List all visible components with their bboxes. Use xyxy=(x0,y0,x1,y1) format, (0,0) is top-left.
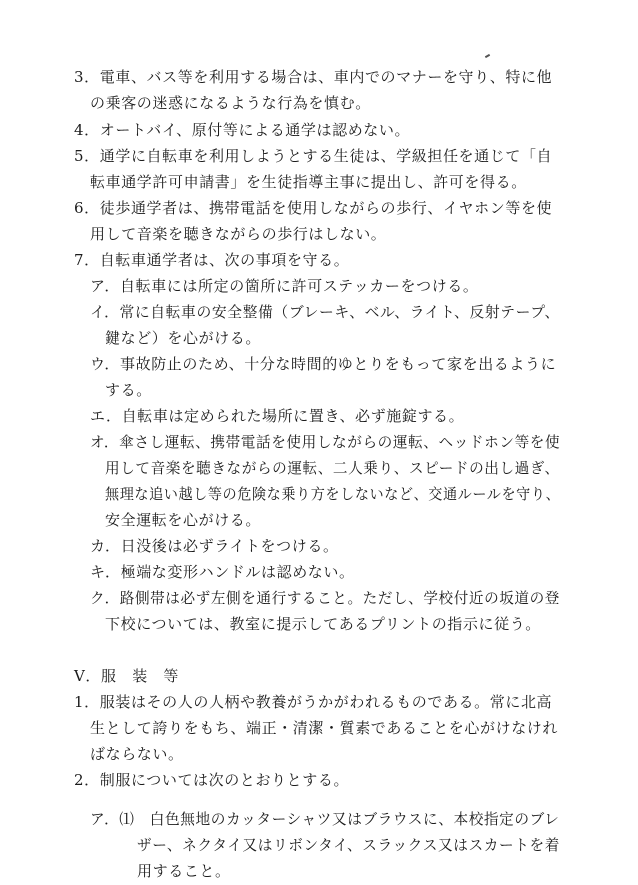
item-ku-line-2: 下校については、教室に提示してあるプリントの指示に従う。 xyxy=(105,615,541,633)
item-e: エ．自転車は定められた場所に置き、必ず施錠する。 xyxy=(90,407,465,425)
item-ka: カ．日没後は必ずライトをつける。 xyxy=(90,537,339,555)
item-o-line-3: 無理な追い越し等の危険な乗り方をしないなど、交通ルールを守り、 xyxy=(105,485,561,503)
clothing-1-line-1: 1．服装はその人の人柄や教養がうかがわれるものである。常に北高 xyxy=(74,693,553,711)
item-o-line-1: オ．傘さし運転、携帯電話を使用しながらの運転、ヘッドホン等を使 xyxy=(90,433,561,451)
rule-6-line-1: 6．徒歩通学者は、携帯電話を使用しながらの歩行、イヤホン等を使 xyxy=(74,199,553,217)
item-a: ア．自転車には所定の箇所に許可ステッカーをつける。 xyxy=(90,277,479,295)
rule-6-line-2: 用して音楽を聴きながらの歩行はしない。 xyxy=(90,225,387,243)
section-heading-clothing: Ⅴ．服 装 等 xyxy=(74,667,180,685)
rule-5-line-1: 5．通学に自転車を利用しようとする生徒は、学級担任を通じて「自 xyxy=(74,147,553,165)
clothing-2: 2．制服については次のとおりとする。 xyxy=(74,771,350,789)
clothing-1-line-2: 生として誇りをもち、端正・清潔・質素であることを心がけなけれ xyxy=(90,719,559,737)
stray-mark xyxy=(485,54,490,58)
item-u-line-1: ウ．事故防止のため、十分な時間的ゆとりをもって家を出るように xyxy=(90,355,557,373)
item-u-line-2: する。 xyxy=(105,381,152,399)
item-ki: キ．極端な変形ハンドルは認めない。 xyxy=(90,563,355,581)
rule-7: 7．自転車通学者は、次の事項を守る。 xyxy=(74,251,350,269)
uniform-1-line-2: ザー、ネクタイ又はリボンタイ、スラックス又はスカートを着 xyxy=(137,836,560,854)
rule-3-line-1: 3．電車、バス等を利用する場合は、車内でのマナーを守り、特に他 xyxy=(74,68,553,86)
item-ku-line-1: ク．路側帯は必ず左側を通行すること。ただし、学校付近の坂道の登 xyxy=(90,589,560,607)
uniform-1-line-3: 用すること。 xyxy=(137,862,231,880)
item-o-line-2: 用して音楽を聴きながらの運転、二人乗り、スピードの出し過ぎ、 xyxy=(105,459,560,477)
rule-3-line-2: の乗客の迷惑になるような行為を慎む。 xyxy=(90,94,371,112)
item-i-line-1: イ．常に自転車の安全整備（ブレーキ、ベル、ライト、反射テープ、 xyxy=(90,303,560,321)
rule-5-line-2: 転車通学許可申請書」を生徒指導主事に提出し、許可を得る。 xyxy=(90,173,527,191)
rule-4: 4．オートバイ、原付等による通学は認めない。 xyxy=(74,121,411,139)
uniform-1-line-1: ア．⑴ 白色無地のカッターシャツ又はブラウスに、本校指定のブレ xyxy=(90,810,560,828)
item-i-line-2: 鍵など）を心がける。 xyxy=(105,329,262,347)
item-o-line-4: 安全運転を心がける。 xyxy=(105,511,262,529)
clothing-1-line-3: ばならない。 xyxy=(90,745,184,763)
